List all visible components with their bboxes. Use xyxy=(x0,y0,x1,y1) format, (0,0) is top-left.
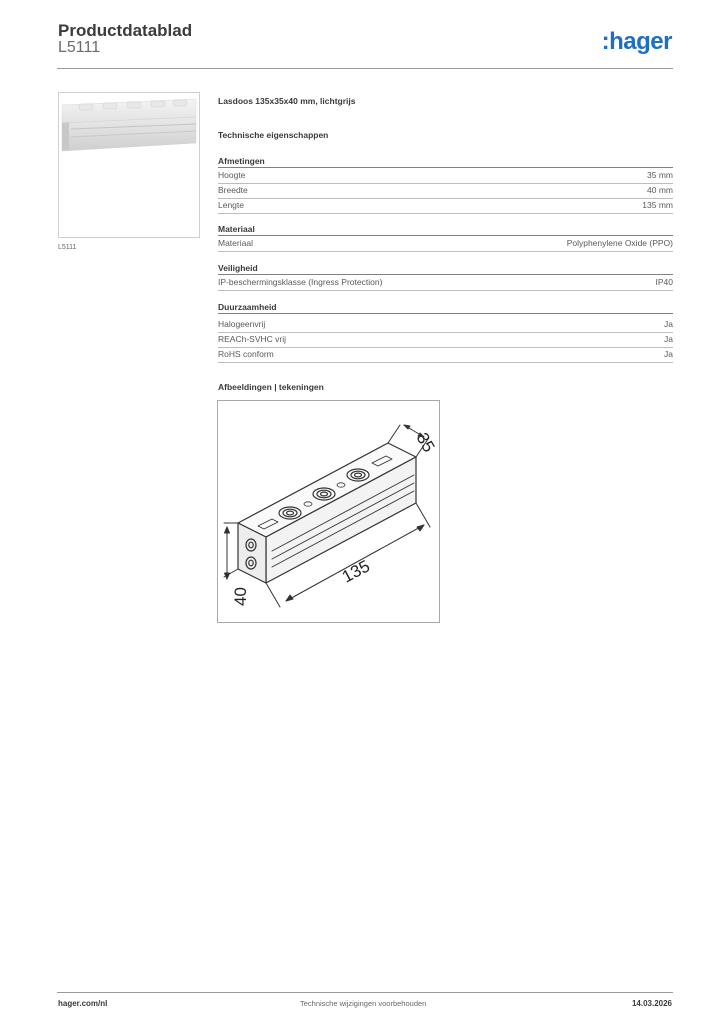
spec-value: Polyphenylene Oxide (PPO) xyxy=(566,238,673,248)
spec-row xyxy=(218,333,673,348)
spec-value: 135 mm xyxy=(642,200,673,210)
document-title: Productdatablad xyxy=(58,21,193,40)
spec-row xyxy=(218,276,673,291)
section-title-veiligheid: Veiligheid xyxy=(218,263,673,275)
spec-label: REACh-SVHC vrij xyxy=(218,334,287,344)
section-title-materiaal: Materiaal xyxy=(218,224,673,236)
spec-row xyxy=(218,237,673,252)
spec-value: IP40 xyxy=(655,277,673,287)
product-photo xyxy=(58,92,200,238)
spec-row xyxy=(218,318,673,333)
product-description: Lasdoos 135x35x40 mm, lichtgrijs xyxy=(218,96,356,106)
spec-label: Hoogte xyxy=(218,170,246,180)
spec-row xyxy=(218,199,673,214)
technical-drawing-svg xyxy=(218,401,439,622)
section-title-duurzaamheid: Duurzaamheid xyxy=(218,302,673,314)
product-code: L5111 xyxy=(58,39,101,56)
spec-row xyxy=(218,184,673,199)
spec-value: 35 mm xyxy=(647,170,673,180)
header-divider xyxy=(57,68,673,69)
footer-website-link[interactable]: hager.com/nl xyxy=(58,999,108,1008)
product-photo-image xyxy=(59,93,199,237)
spec-label: Lengte xyxy=(218,200,244,210)
photo-caption: L5111 xyxy=(58,244,77,251)
spec-label: RoHS conform xyxy=(218,349,274,359)
hager-logo: :hager xyxy=(601,28,672,55)
spec-label: Materiaal xyxy=(218,238,253,248)
spec-label: IP-beschermingsklasse (Ingress Protection) xyxy=(218,277,383,287)
dimension-label-height: 35 xyxy=(412,429,439,456)
drawings-heading: Afbeeldingen | tekeningen xyxy=(218,382,324,392)
spec-row xyxy=(218,348,673,363)
spec-value: Ja xyxy=(664,319,673,329)
dimension-40 xyxy=(224,523,238,579)
spec-row xyxy=(218,169,673,184)
dimension-label-length: 135 xyxy=(338,556,373,587)
section-title-afmetingen: Afmetingen xyxy=(218,156,673,168)
spec-value: Ja xyxy=(664,349,673,359)
technical-properties-heading: Technische eigenschappen xyxy=(218,130,329,140)
dimension-label-width: 40 xyxy=(231,587,250,606)
footer-disclaimer: Technische wijzigingen voorbehouden xyxy=(300,999,427,1008)
spec-label: Breedte xyxy=(218,185,248,195)
footer-divider xyxy=(57,992,673,993)
spec-value: Ja xyxy=(664,334,673,344)
spec-value: 40 mm xyxy=(647,185,673,195)
technical-drawing xyxy=(217,400,440,623)
footer-date: 14.03.2026 xyxy=(631,999,672,1008)
spec-label: Halogeenvrij xyxy=(218,319,266,329)
